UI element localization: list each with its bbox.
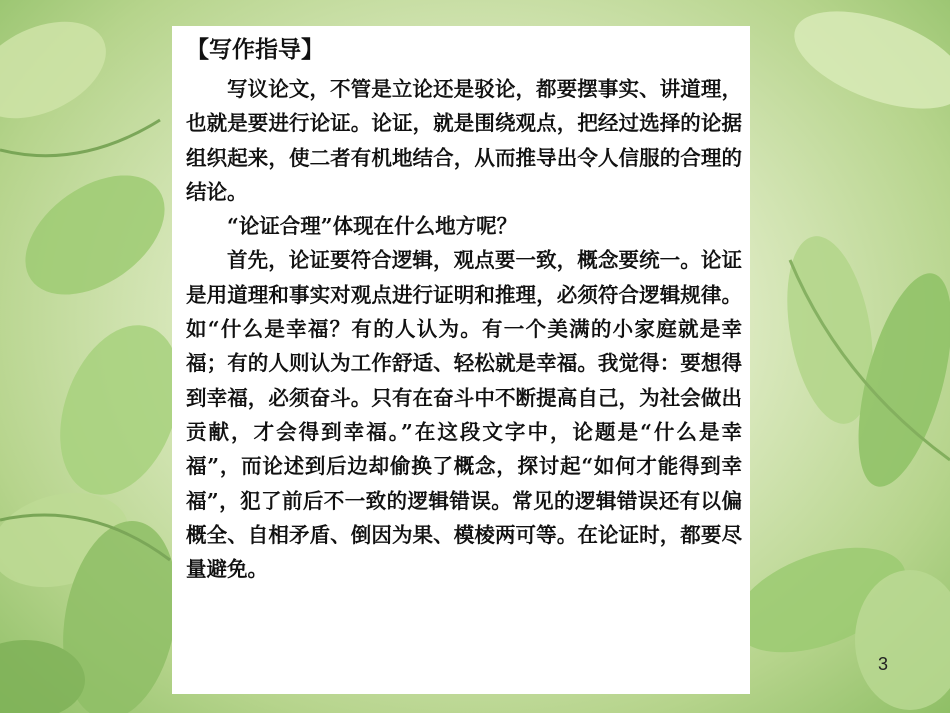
paragraph-logic: 首先，论证要符合逻辑，观点要一致，概念要统一。论证是用道理和事实对观点进行证明和推理，必须符合逻辑规律。如“什么是幸福？有的人认为。有一个美满的小家庭就是幸福；有的人则认为工作舒适、轻松就是幸福。我觉得：要想得到幸福，必须奋斗。只有在奋斗中不断提高自己，为社会做出贡献，才会得到幸福。”在这段文字中，论题是“什么是幸福”，而论述到后边却偷换了概念，探讨起“如何才能得到幸福”，犯了前后不一致的逻辑错误。常见的逻辑错误还有以偏概全、自相矛盾、倒因为果、模棱两可等。在论证时，都要尽量避免。	[186, 248, 742, 582]
body-text	[186, 72, 742, 586]
section-heading: 【写作指导】	[186, 37, 324, 63]
leaf-cluster-right	[720, 0, 950, 710]
paragraph-intro: 写议论文，不管是立论还是驳论，都要摆事实、讲道理，也就是要进行论证。论证，就是围绕观点，把经过选择的论据组织起来，使二者有机地结合，从而推导出令人信服的合理的结论。	[186, 77, 742, 204]
page-number: 3	[878, 654, 889, 674]
paragraph-question: “论证合理”体现在什么地方呢？	[227, 214, 518, 239]
text-panel	[172, 26, 750, 694]
